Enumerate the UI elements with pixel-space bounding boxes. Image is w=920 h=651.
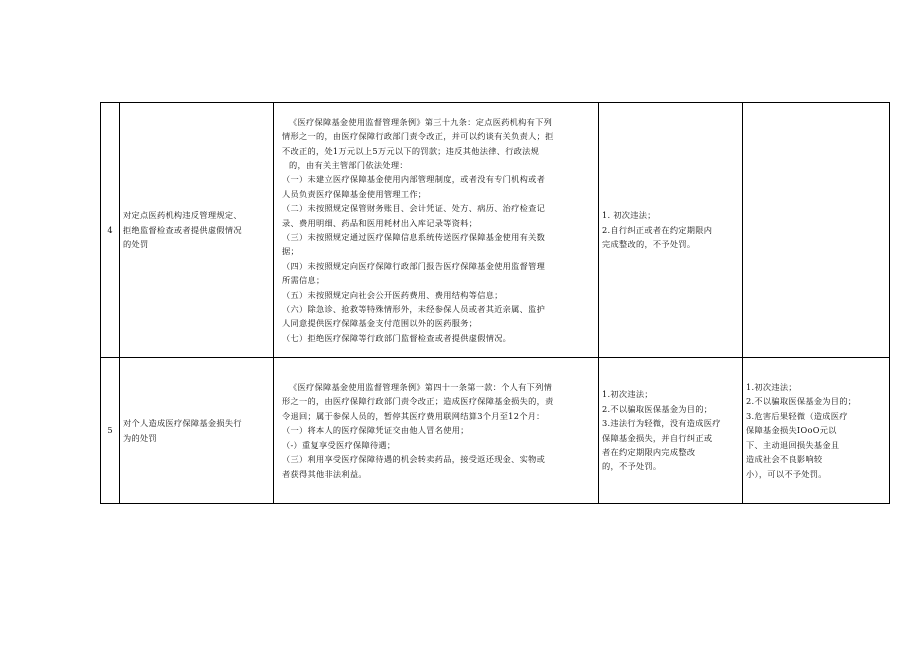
violation-item: 对定点医药机构违反管理规定、 拒绝监督检查或者提供虚假情况 的处罚 xyxy=(120,103,274,358)
legal-basis: 《医疗保障基金使用监督管理条例》第三十九条：定点医药机构有下列 情形之一的，由医疗保障行政部门责令改正，并可以约谈有关负责人；拒 不改正的，处1万元以上5万元以下的罚款；违反其他法律、行政法规 的，由有关主管部门依法处理： （一）未建立医疗保障基金使用内部管理制度，或者没有专门机构或者 人员负责医疗保障基金使用管理工作； （二）未按照规定保管财务账目、会计凭证、处方、病历、治疗检查记 录、费用明细、药品和医用耗材出入库记录等资料； （三）未按照规定通过医疗保障信息系统传送医疗保障基金使用有关数 据； （四）未按照规定向医疗保障行政部门报告医疗保障基金使用监督管理 所需信息； （五）未按照规定向社会公开医药费用、费用结构等信息； （六）除急诊、抢救等特殊情形外，未经参保人员或者其近亲属、监护 人同意提供医疗保障基金支付范围以外的医药服务； （七）拒绝医疗保障等行政部门监督检查或者提供虚假情况。 xyxy=(274,103,599,358)
table-row xyxy=(101,358,890,504)
minor-offense-cell: 1.初次违法； 2.不以骗取医保基金为目的； 3.危害后果轻微（造成医疗 保障基金损失IOoO元以 下、主动退回损失基金且 造成社会不良影响较 小），可以不予处罚。 xyxy=(743,358,890,504)
table-row xyxy=(101,103,890,358)
first-offense-cell: 1.初次违法； 2.不以骗取医保基金为目的； 3.违法行为轻微，没有造成医疗 保障基金损失，并自行纠正或 者在约定期限内完成整改 的，不予处罚。 xyxy=(599,358,743,504)
first-offense-cell: 1. 初次违法； 2.自行纠正或者在约定期限内 完成整改的，不予处罚。 xyxy=(599,103,743,358)
row-number: 4 xyxy=(101,103,120,358)
minor-offense-cell xyxy=(743,103,890,358)
legal-basis: 《医疗保障基金使用监督管理条例》第四十一条第一款：个人有下列情 形之一的，由医疗保障行政部门责令改正；造成医疗保障基金损失的，责 令退回；属于参保人员的，暂停其医疗费用联网结算3个月至12个月： （一）将本人的医疗保障凭证交由他人冒名使用； （-）重复享受医疗保障待遇； （三）利用享受医疗保障待遇的机会转卖药品，接受返还现金、实物或 者获得其他非法利益。 xyxy=(274,358,599,504)
violation-item: 对个人造成医疗保障基金损失行 为的处罚 xyxy=(120,358,274,504)
row-number: 5 xyxy=(101,358,120,504)
penalty-table xyxy=(100,102,890,504)
